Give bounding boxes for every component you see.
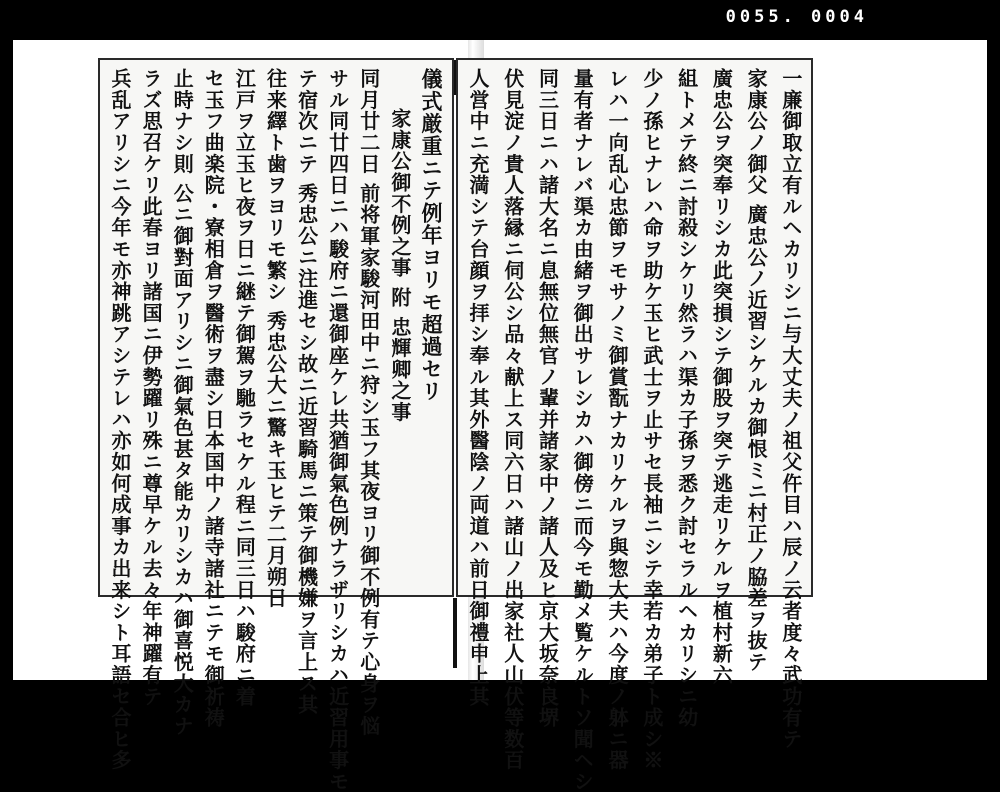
- text-column: 少ノ孫ヒナレハ命ヲ助ケ玉ヒ武士ヲ止サセ長袖ニシテ幸若カ弟子ト成シ※: [639, 68, 664, 771]
- text-column: 往来繹ト歯ヲヨリモ繁シ 秀忠公大ニ驚キ玉ヒテ二月朔日: [263, 68, 288, 609]
- right-page: [458, 60, 811, 792]
- text-column: 一廉御取立有ルヘカリシニ与大丈夫ノ祖父仵目ハ辰ノ云者度々武功有テ: [778, 68, 803, 750]
- text-column: テ宿次ニテ 秀忠公ニ注進セシ故ニ近習騎馬ニ策テ御機嫌ヲ言上ス其: [294, 68, 319, 716]
- spine-mark-bottom: [453, 598, 457, 668]
- text-column: セ玉フ曲楽院・寮相倉ヲ醫術ヲ盡シ日本国中ノ諸寺諸社ニテモ御祈祷: [201, 68, 226, 729]
- text-column: 止時ナシ則 公ニ御對面アリシニ御氣色甚タ能カリシカハ御喜悦大カナ: [170, 68, 195, 737]
- text-column: 家康公御不例之事 附 忠輝卿之事: [387, 108, 412, 423]
- text-column: ラズ思召ケリ此春ヨリ諸国ニ伊勢躍リ殊ニ尊早ケル去々年神躍有テ: [139, 68, 164, 707]
- right-page-text: [466, 68, 803, 792]
- text-column: 江戸ヲ立玉ヒ夜ヲ日ニ継テ御駕ヲ馳ラセケル程ニ同三日ハ駿府ニ着: [232, 68, 257, 707]
- text-column: 人営中ニ充満シテ台顔ヲ拝シ奉ル其外醫陰ノ両道ハ前日御禮申上其: [466, 68, 490, 707]
- frame-number: 0055. 0004: [725, 7, 868, 27]
- text-column: 家康公ノ御父 廣忠公ノ近習シケルカ御恨ミニ村正ノ脇差ヲ抜テ: [744, 68, 769, 673]
- spine-mark-top: [453, 60, 457, 95]
- text-column: サル同廿四日ニハ駿府ニ還御座ケレ共猶御氣色例ナラザリシカハ近習用事モ: [325, 68, 350, 792]
- text-column: 伏見淀ノ貴人落縁ニ伺公シ品々献上ス同六日ハ諸山ノ出家社人山伏等数百: [500, 68, 525, 771]
- text-column: 兵乱アリシニ今年モ亦神跳アシテレハ亦如何成事カ出来シト耳語セ合ヒ多: [108, 68, 132, 771]
- text-column: 同三日ニハ諸大名ニ息無位無官ノ輩并諸家中ノ諸人及ヒ京大坂奈良堺: [535, 68, 560, 729]
- text-column: 組トメテ終ニ討殺シケリ然ラハ渠カ子孫ヲ悉ク討セラルヘカリシニ幼: [674, 68, 699, 729]
- text-column: 同月廿二日 前将軍家駿河田中ニ狩シ玉フ其夜ヨリ御不例有テ心身ヲ悩: [356, 68, 381, 737]
- left-page: [100, 60, 452, 792]
- text-column: レハ一向乱心忠節ヲモサノミ御賞翫ナカリケルヲ與惣大夫ハ今度ノ躰ニ器: [605, 68, 630, 771]
- text-column: 廣忠公ヲ突奉リシカ此突損シテ御股ヲ突テ逃走リケルヲ植村新六: [709, 68, 734, 686]
- left-page-text: [108, 68, 444, 792]
- text-column: 儀式厳重ニテ例年ヨリモ超過セリ: [418, 68, 444, 403]
- text-column: 量有者ナレバ渠カ由緒ヲ御出サレシカハ御傍ニ而今モ勤メ覧ケルトソ聞ヘシ: [570, 68, 595, 792]
